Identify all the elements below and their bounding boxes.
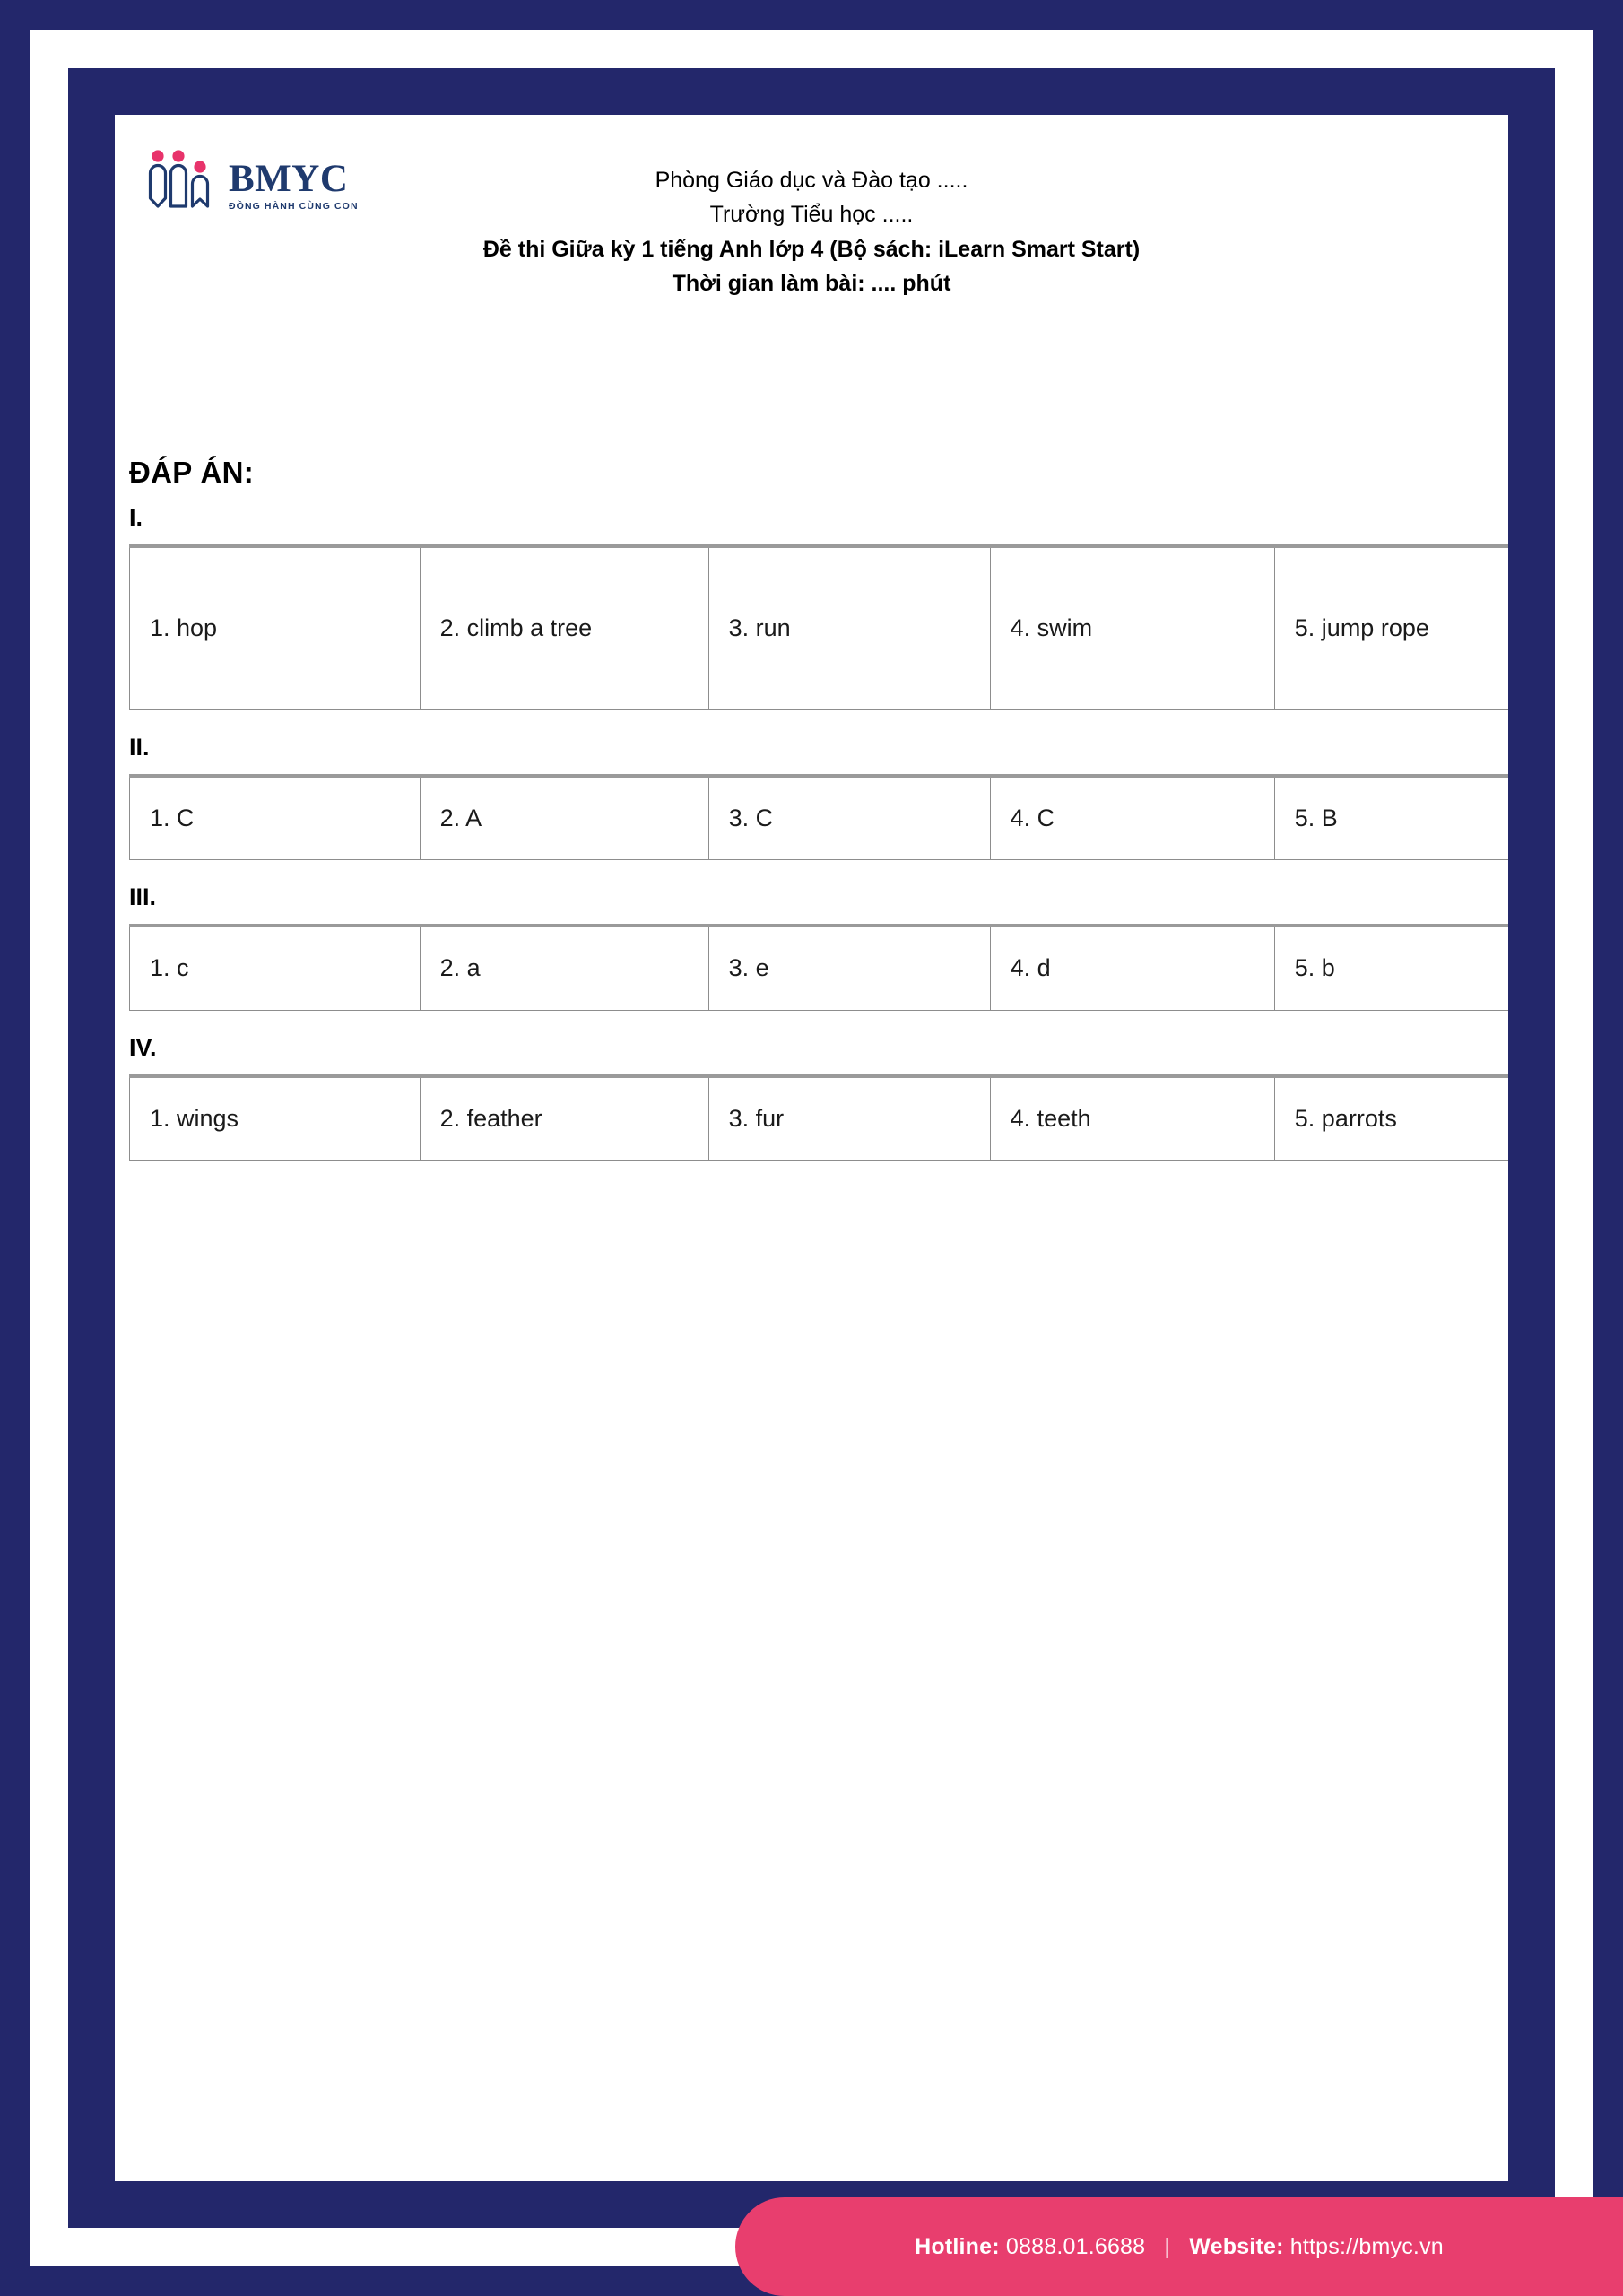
header-line-school: Trường Tiểu học ..... (709, 202, 914, 228)
section-label-1: I. (129, 504, 143, 531)
answer-cell: 1. hop (130, 546, 421, 709)
header-line-duration: Thời gian làm bài: .... phút (672, 270, 951, 296)
answer-cell: 3. run (708, 546, 990, 709)
hotline-label: Hotline: (915, 2233, 1000, 2259)
document-paper (115, 115, 1508, 2181)
table-row (130, 776, 1509, 860)
answer-cell: 4. d (990, 926, 1274, 1010)
logo-wordmark: BMYC (229, 158, 349, 200)
header-line-department: Phòng Giáo dục và Đào tạo ..... (655, 168, 968, 193)
answer-cell: 4. C (990, 776, 1274, 860)
page-title: ĐÁP ÁN: (129, 456, 254, 489)
answer-cell: 1. c (130, 926, 421, 1010)
answer-cell: 5. b (1274, 926, 1508, 1010)
answer-cell: 2. a (420, 926, 708, 1010)
answer-section-4 (115, 1034, 1508, 1161)
footer-contact-text (915, 2234, 1444, 2260)
answer-cell: 2. climb a tree (420, 546, 708, 709)
frame-inner-rule (68, 68, 1555, 2228)
answer-table-4 (129, 1074, 1508, 1161)
answer-cell: 5. parrots (1274, 1076, 1508, 1161)
answer-table-2 (129, 774, 1508, 861)
section-label-2: II. (129, 733, 150, 761)
contact-footer-bar (735, 2197, 1623, 2296)
answer-cell: 2. feather (420, 1076, 708, 1161)
logo-tagline: ĐỒNG HÀNH CÙNG CON (229, 201, 359, 212)
frame-white-gap (30, 30, 1593, 2266)
header-line-exam-title: Đề thi Giữa kỳ 1 tiếng Anh lớp 4 (Bộ sách: iLearn Smart Start) (482, 236, 1141, 262)
table-row (130, 926, 1509, 1010)
footer-separator: | (1164, 2233, 1171, 2259)
website-value[interactable]: https://bmyc.vn (1289, 2233, 1444, 2259)
document-header (115, 163, 1508, 300)
answer-table-3 (129, 924, 1508, 1011)
answer-cell: 1. C (130, 776, 421, 860)
answer-cell: 5. B (1274, 776, 1508, 860)
answer-cell: 2. A (420, 776, 708, 860)
answer-cell: 5. jump rope (1274, 546, 1508, 709)
answer-section-2 (115, 734, 1508, 861)
section-label-4: IV. (129, 1033, 157, 1061)
answer-cell: 3. fur (708, 1076, 990, 1161)
answers-content (115, 456, 1508, 1161)
answer-cell: 4. teeth (990, 1076, 1274, 1161)
hotline-value: 0888.01.6688 (1005, 2233, 1146, 2259)
section-label-3: III. (129, 883, 157, 910)
table-row (130, 1076, 1509, 1161)
answer-section-3 (115, 883, 1508, 1011)
answer-section-1 (115, 504, 1508, 710)
website-label: Website: (1189, 2233, 1284, 2259)
answer-cell: 3. C (708, 776, 990, 860)
answer-cell: 3. e (708, 926, 990, 1010)
table-row (130, 546, 1509, 709)
answer-table-1 (129, 544, 1508, 710)
answer-cell: 1. wings (130, 1076, 421, 1161)
answer-cell: 4. swim (990, 546, 1274, 709)
